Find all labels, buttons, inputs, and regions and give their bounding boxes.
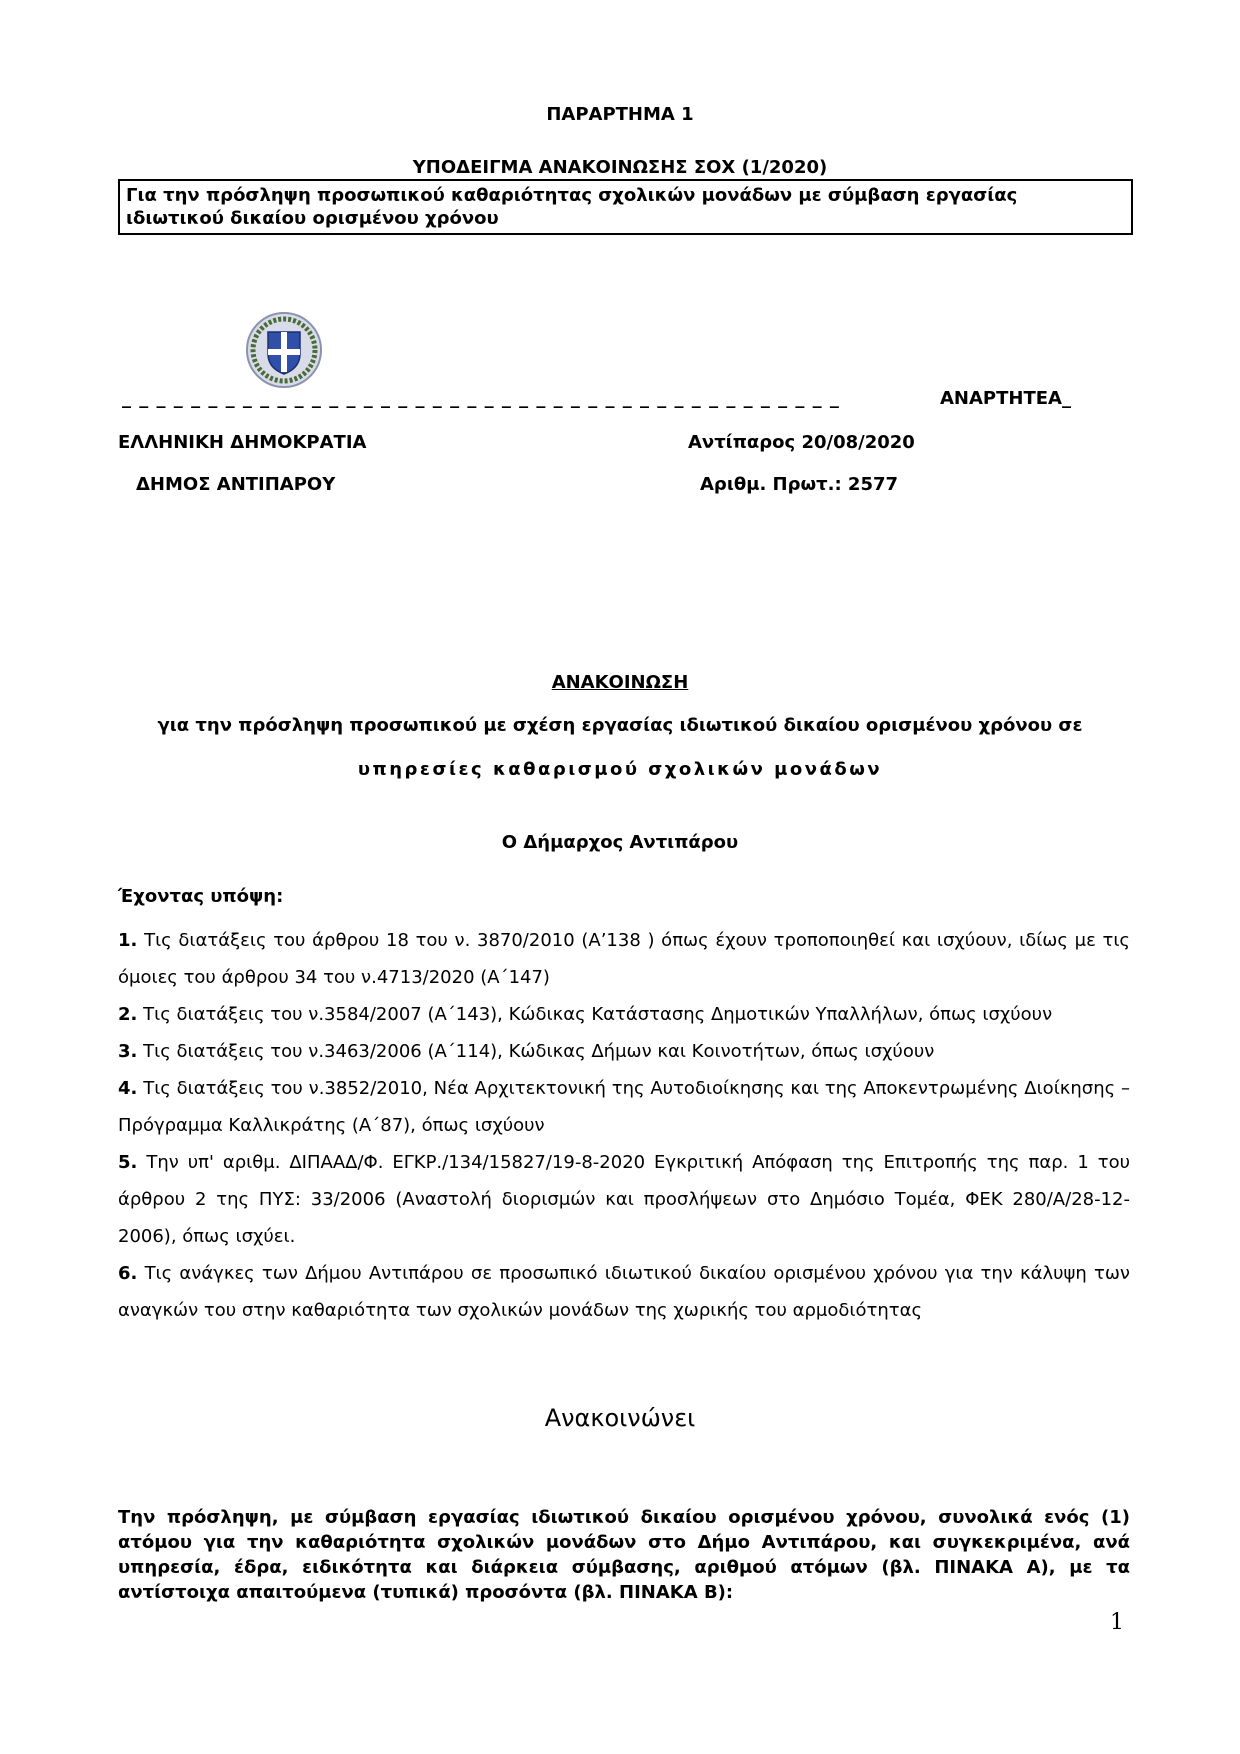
subject-box	[118, 179, 1133, 235]
municipality-name: ΔΗΜΟΣ ΑΝΤΙΠΑΡΟΥ	[136, 474, 336, 495]
list-item	[118, 1033, 1130, 1070]
item-text: Τις ανάγκες των Δήμου Αντιπάρου σε προσωπικό ιδιωτικού δικαίου ορισμένου χρόνου για την κάλυψη των αναγκών του στην καθαριότητα των σχολικών μονάδων της χωρικής του αρμοδιότητας	[118, 1263, 1130, 1321]
announcement-heading: ΑΝΑΚΟΙΝΩΣΗ	[551, 672, 689, 693]
mayor-line: Ο Δήμαρχος Αντιπάρου	[501, 832, 739, 853]
list-item	[118, 996, 1130, 1033]
republic-name: ΕΛΛΗΝΙΚΗ ΔΗΜΟΚΡΑΤΙΑ	[118, 432, 367, 453]
subject-line-2: ιδιωτικού δικαίου ορισμένου χρόνου	[126, 208, 499, 229]
item-text: Τις διατάξεις του ν.3852/2010, Νέα Αρχιτεκτονική της Αυτοδιοίκησης και της Αποκεντρωμένης Διοίκησης – Πρόγραμμα Καλλικράτης (Α΄87), όπως ισχύουν	[118, 1078, 1130, 1136]
item-number: 1.	[118, 930, 138, 951]
item-text: Τις διατάξεις του ν.3463/2006 (Α΄114), Κώδικας Δήμων και Κοινοτήτων, όπως ισχύουν	[143, 1041, 935, 1062]
announcement-subtitle-2: υπηρεσίες καθαρισμού σχολικών μονάδων	[357, 759, 883, 780]
template-title: ΥΠΟΔΕΙΓΜΑ ΑΝΑΚΟΙΝΩΣΗΣ ΣΟΧ (1/2020)	[412, 157, 828, 178]
announces-heading: Ανακοινώνει	[544, 1404, 696, 1432]
item-number: 6.	[118, 1263, 138, 1284]
posting-label: ΑΝΑΡΤΗΤΕΑ_	[940, 388, 1071, 409]
item-number: 3.	[118, 1041, 138, 1062]
item-number: 4.	[118, 1078, 138, 1099]
item-number: 2.	[118, 1004, 138, 1025]
final-paragraph: Την πρόσληψη, με σύμβαση εργασίας ιδιωτικού δικαίου ορισμένου χρόνου, συνολικά ενός (1) ατόμου για την καθαριότητα σχολικών μονάδων στο Δήμο Αντιπάρου, και συγκεκριμένα, ανά υπηρεσία, έδρα, ειδικότητα και διάρκεια σύμβασης, αριθμού ατόμων (βλ. ΠΙΝΑΚΑ Α), με τα αντίστοιχα απαιτούμενα (τυπικά) προσόντα (βλ. ΠΙΝΑΚΑ Β):	[118, 1507, 1130, 1603]
subject-line-1: Για την πρόσληψη προσωπικού καθαριότητας σχολικών μονάδων με σύμβαση εργασίας	[126, 185, 1018, 206]
item-number: 5.	[118, 1152, 138, 1173]
list-item	[118, 922, 1130, 996]
posting-dashes: _ _ _ _ _ _ _ _ _ _ _ _ _ _ _ _ _ _ _ _ _ _ _ _ _ _ _ _ _ _ _ _ _ _ _ _ _ _ _ _ _ _	[122, 388, 840, 409]
list-item	[118, 1144, 1130, 1255]
item-text: Την υπ' αριθμ. ΔΙΠΑΑΔ/Φ. ΕΓΚΡ./134/15827/19-8-2020 Εγκριτική Απόφαση της Επιτροπής της παρ. 1 του άρθρου 2 της ΠΥΣ: 33/2006 (Αναστολή διορισμών και προσλήψεων στο Δημόσιο Τομέα, ΦΕΚ 280/Α/28-12-2006), όπως ισχύει.	[118, 1152, 1130, 1247]
page-number: 1	[1110, 1610, 1124, 1635]
considering-heading: Έχοντας υπόψη:	[118, 886, 284, 907]
item-text: Τις διατάξεις του ν.3584/2007 (Α΄143), Κώδικας Κατάστασης Δημοτικών Υπαλλήλων, όπως ισχύουν	[143, 1004, 1053, 1025]
item-text: Τις διατάξεις του άρθρου 18 του ν. 3870/2010 (Α’138 ) όπως έχουν τροποποιηθεί και ισχύουν, ιδίως με τις όμοιες του άρθρου 34 του ν.4713/2020 (Α΄147)	[118, 930, 1130, 988]
list-item	[118, 1255, 1130, 1329]
annex-title: ΠΑΡΑΡΤΗΜΑ 1	[546, 104, 694, 125]
place-date: Αντίπαρος 20/08/2020	[688, 432, 915, 453]
coat-of-arms-icon	[244, 310, 324, 390]
list-item	[118, 1070, 1130, 1144]
protocol-number: Αριθμ. Πρωτ.: 2577	[700, 474, 899, 495]
announcement-subtitle-1: για την πρόσληψη προσωπικού με σχέση εργασίας ιδιωτικού δικαίου ορισμένου χρόνου σε	[157, 715, 1083, 736]
